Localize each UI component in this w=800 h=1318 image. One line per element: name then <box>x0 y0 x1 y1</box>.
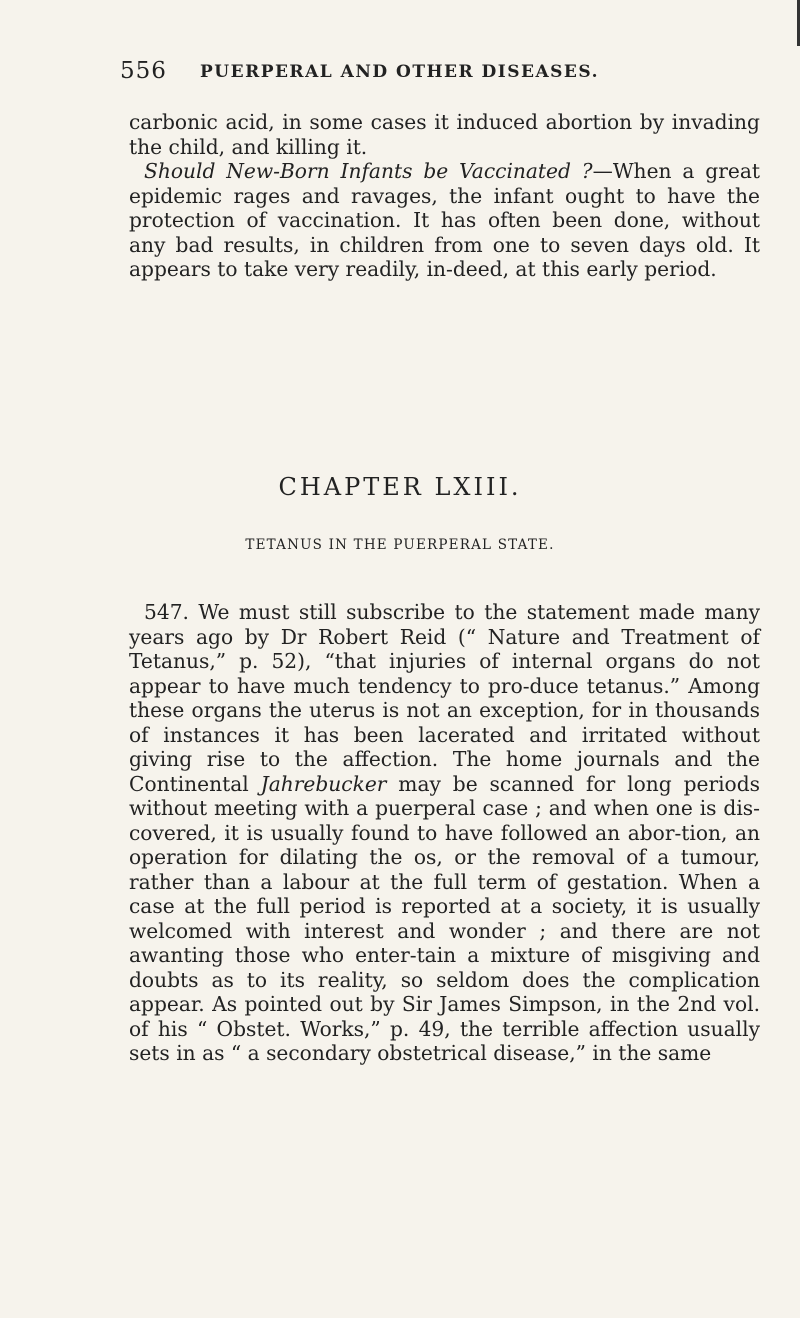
paragraph-vaccination <box>129 159 760 282</box>
page-number: 556 <box>120 58 167 84</box>
paragraph-547 <box>129 600 760 1066</box>
paragraph-vaccination-text: —When a great epidemic rages and ravages, the infant ought to have the protection of vaccination. It has often been done, without any bad results, in children from one to seven days old. It appears to take very readily, in-deed, at this early period. <box>129 159 760 281</box>
paragraph-547-text-b: may be scanned for long periods without meeting with a puerperal case ; and when one is dis-covered, it is usually found to have followed an abor-tion, an operation for dilating the os, or the removal of a tumour, rather than a labour at the full term of gestation. When a case at the full period is reported at a society, it is usually welcomed with interest and wonder ; and there are not awanting those who enter-tain a mixture of misgiving and doubts as to its reality, so seldom does the complication appear. As pointed out by Sir James Simpson, in the 2nd vol. of his “ Obstet. Works,” p. 49, the terrible affection usually sets in as “ a secondary obstetrical disease,” in the same <box>129 771 760 1065</box>
running-head: PUERPERAL AND OTHER DISEASES. <box>200 62 599 82</box>
paragraph-547-text-a: 547. We must still subscribe to the statement made many years ago by Dr Robert Reid (“ Nature and Treatment of Tetanus,” p. 52), “that injuries of internal organs do not appear to have much tendency to pro-duce tetanus.” Among these organs the uterus is not an exception, for in thousands of instances it has been lacerated and irritated without giving rise to the affection. The home journals and the Continental <box>129 600 760 796</box>
chapter-title: CHAPTER LXIII. <box>278 473 522 501</box>
journal-title: Jahrebucker <box>260 771 387 796</box>
chapter-subtitle: TETANUS IN THE PUERPERAL STATE. <box>245 537 555 553</box>
page-header <box>120 58 760 88</box>
section-heading-vaccination: Should New-Born Infants be Vaccinated ? <box>144 159 593 183</box>
paragraph-carbonic-acid: carbonic acid, in some cases it induced abortion by invading the child, and killing it. <box>129 110 760 159</box>
